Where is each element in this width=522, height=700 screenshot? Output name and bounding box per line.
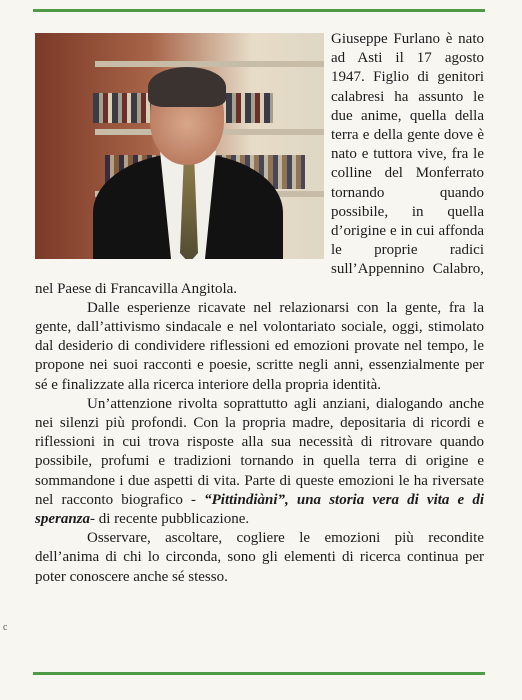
bottom-divider xyxy=(33,672,485,675)
biography-text xyxy=(35,30,484,587)
top-divider xyxy=(33,9,485,12)
margin-mark: c xyxy=(3,622,8,633)
paragraph-elderly-text: Un’attenzione rivolta soprattutto agli anziani, dialogando anche nei silenzi più profondi. Con la propria madre, depositaria di ricordi e riflessioni in cui trova risposte alla sua necessità di ritrovare quando possibile, profumi e tradizioni tornando in quella terra di origine e sommandone i due aspetti di vita. Parte di queste emozioni le ha riversate nel racconto biografico - xyxy=(35,395,484,508)
paragraph-elderly xyxy=(35,395,484,529)
paragraph-elderly-end: - di recente pubblicazione. xyxy=(90,511,250,528)
book-title: “Pittindiàni”, una storia vera di vita e di speranza xyxy=(35,491,484,528)
paragraph-intro: Giuseppe Furlano è nato ad Asti il 17 agosto 1947. Figlio di genitori calabresi ha assunto le due anime, quella della terra e della gente dove è nato e tuttora vive, fra le colline del Monferrato tornando quando possibile, in quella d’origine e in cui affonda le proprie radici sull’Appennino Calabro, nel Paese di Francavilla Angitola. xyxy=(35,31,484,297)
paragraph-observe: Osservare, ascoltare, cogliere le emozioni più recondite dell’anima di chi lo circonda, sono gli elementi di ricerca continua per poter conoscere anche sé stesso. xyxy=(35,530,484,585)
paragraph-experiences: Dalle esperienze ricavate nel relazionarsi con la gente, fra la gente, dall’attivismo sindacale e nel volontariato sociale, oggi, stimolato dal desiderio di condividere riflessioni ed emozioni provate nel tempo, le propone nei suoi racconti e poesie, scritte negli anni, essenzialmente per sé e finalizzate alla ricerca interiore della propria identità. xyxy=(35,299,484,393)
